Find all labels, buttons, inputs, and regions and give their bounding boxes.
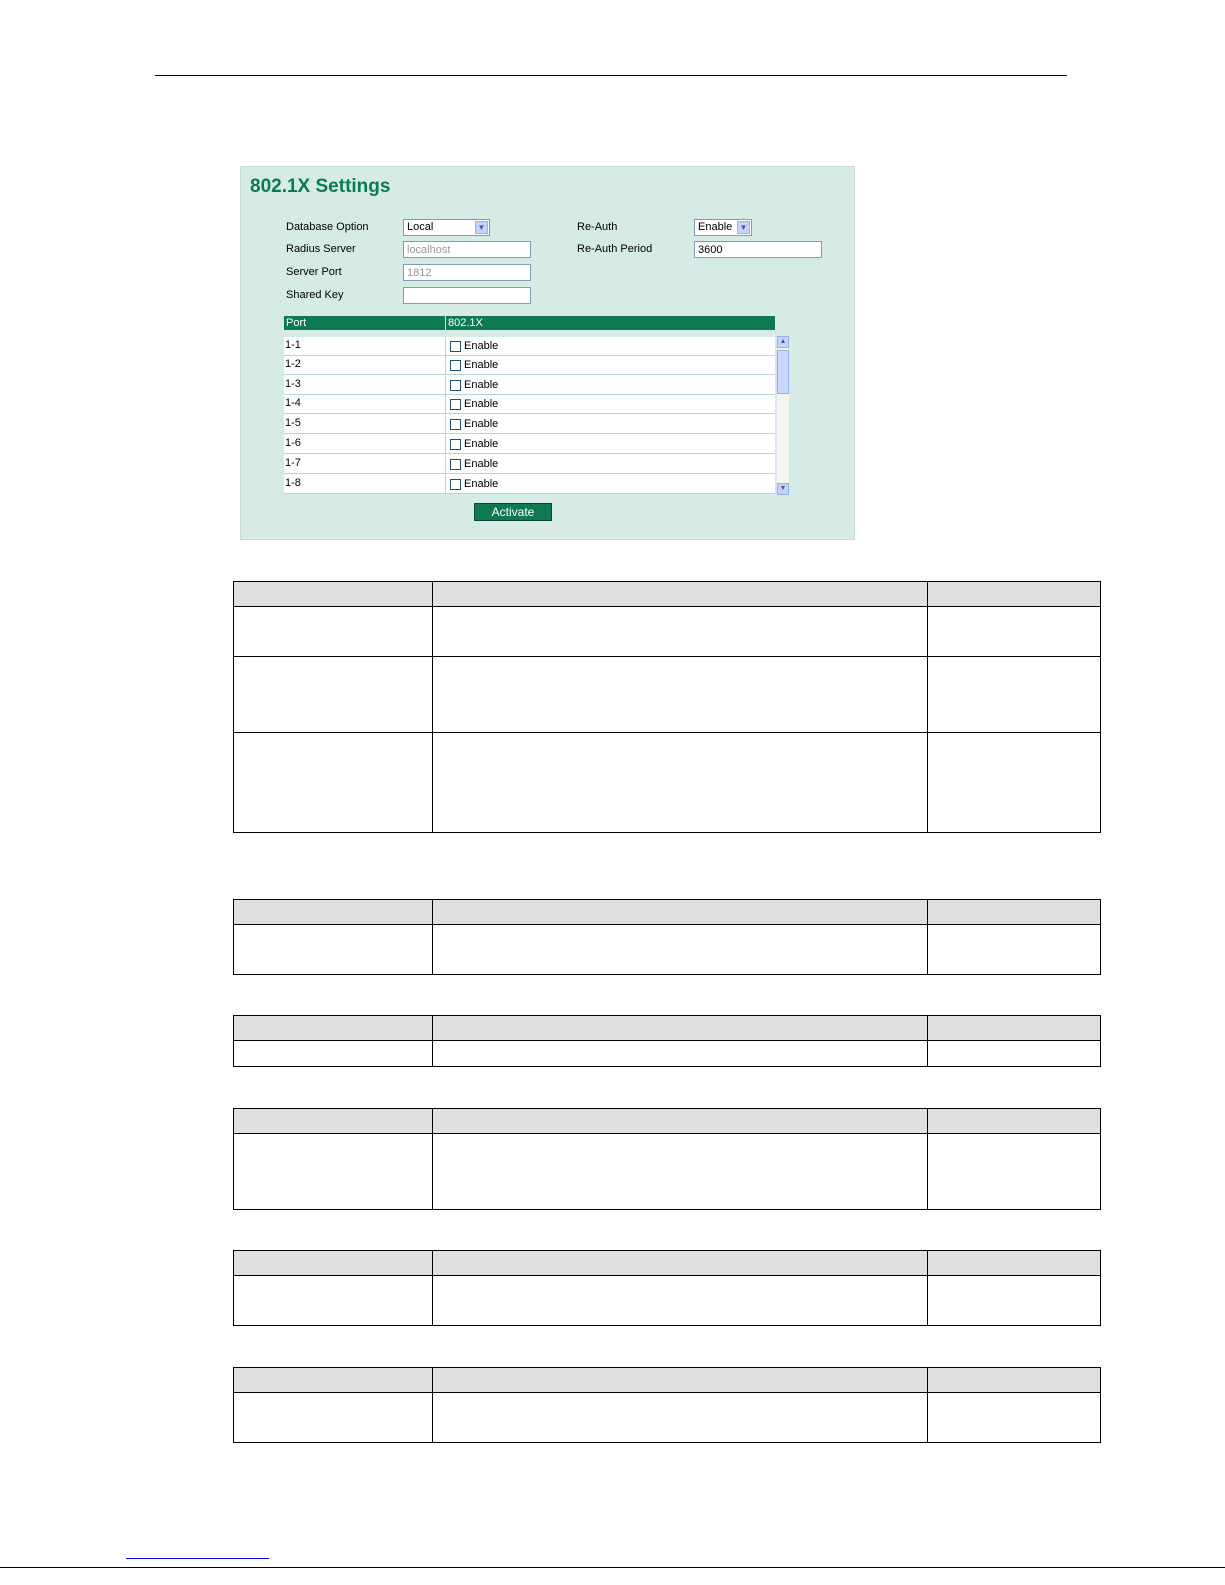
table-row — [284, 376, 775, 395]
re-auth-select[interactable] — [694, 219, 752, 236]
chevron-down-icon[interactable]: ▼ — [737, 221, 750, 234]
header-divider — [445, 316, 446, 330]
radius-server-input[interactable] — [403, 241, 531, 258]
page-header-rule — [155, 75, 1067, 76]
table-row — [284, 337, 775, 356]
port-id: 1-6 — [285, 437, 301, 449]
enable-label: Enable — [464, 418, 499, 430]
database-option-value: Local — [407, 221, 434, 233]
page-footer-rule — [0, 1567, 1225, 1568]
footer-link-underline — [126, 1558, 269, 1559]
port-id: 1-3 — [285, 378, 301, 390]
enable-checkbox[interactable] — [450, 341, 461, 352]
settings-table-5 — [233, 1250, 1101, 1326]
port-list — [284, 337, 775, 494]
table-row — [284, 475, 775, 494]
enable-checkbox[interactable] — [450, 479, 461, 490]
panel-title: 802.1X Settings — [250, 176, 391, 197]
server-port-label: Server Port — [286, 266, 342, 278]
settings-panel — [240, 166, 855, 540]
enable-label: Enable — [464, 379, 499, 391]
port-id: 1-7 — [285, 457, 301, 469]
settings-table-6 — [233, 1367, 1101, 1443]
server-port-input[interactable] — [403, 264, 531, 281]
enable-checkbox[interactable] — [450, 439, 461, 450]
radius-server-label: Radius Server — [286, 243, 356, 255]
port-id: 1-2 — [285, 358, 301, 370]
database-option-select[interactable] — [403, 219, 490, 236]
enable-label: Enable — [464, 458, 499, 470]
shared-key-label: Shared Key — [286, 289, 344, 301]
port-table-header — [284, 316, 775, 330]
port-id: 1-8 — [285, 477, 301, 489]
chevron-down-icon[interactable]: ▼ — [475, 221, 488, 234]
table-row — [284, 455, 775, 474]
enable-label: Enable — [464, 438, 499, 450]
port-column-header: Port — [286, 317, 307, 329]
table-row — [284, 435, 775, 454]
re-auth-label: Re-Auth — [577, 221, 618, 233]
enable-checkbox[interactable] — [450, 380, 461, 391]
enable-checkbox[interactable] — [450, 419, 461, 430]
table-row — [284, 415, 775, 434]
re-auth-period-input[interactable] — [694, 241, 822, 258]
settings-table-4 — [233, 1108, 1101, 1210]
port-list-scrollbar[interactable] — [776, 335, 790, 496]
settings-table-1 — [233, 581, 1101, 833]
table-row — [284, 395, 775, 414]
re-auth-period-label: Re-Auth Period — [577, 243, 653, 255]
settings-table-2 — [233, 899, 1101, 975]
enable-checkbox[interactable] — [450, 360, 461, 371]
re-auth-value: Enable — [698, 221, 733, 233]
shared-key-input[interactable] — [403, 287, 531, 304]
port-id: 1-4 — [285, 397, 301, 409]
activate-button[interactable]: Activate — [474, 503, 552, 521]
chevron-up-icon[interactable]: ▲ — [777, 336, 789, 348]
settings-table-3 — [233, 1015, 1101, 1067]
enable-label: Enable — [464, 359, 499, 371]
enable-label: Enable — [464, 340, 499, 352]
chevron-down-icon[interactable]: ▼ — [777, 483, 789, 495]
enable-checkbox[interactable] — [450, 459, 461, 470]
scroll-thumb[interactable] — [777, 350, 789, 394]
dot1x-column-header: 802.1X — [448, 317, 483, 329]
port-id: 1-5 — [285, 417, 301, 429]
enable-checkbox[interactable] — [450, 399, 461, 410]
table-row — [284, 356, 775, 375]
enable-label: Enable — [464, 478, 499, 490]
enable-label: Enable — [464, 398, 499, 410]
database-option-label: Database Option — [286, 221, 369, 233]
port-id: 1-1 — [285, 339, 301, 351]
